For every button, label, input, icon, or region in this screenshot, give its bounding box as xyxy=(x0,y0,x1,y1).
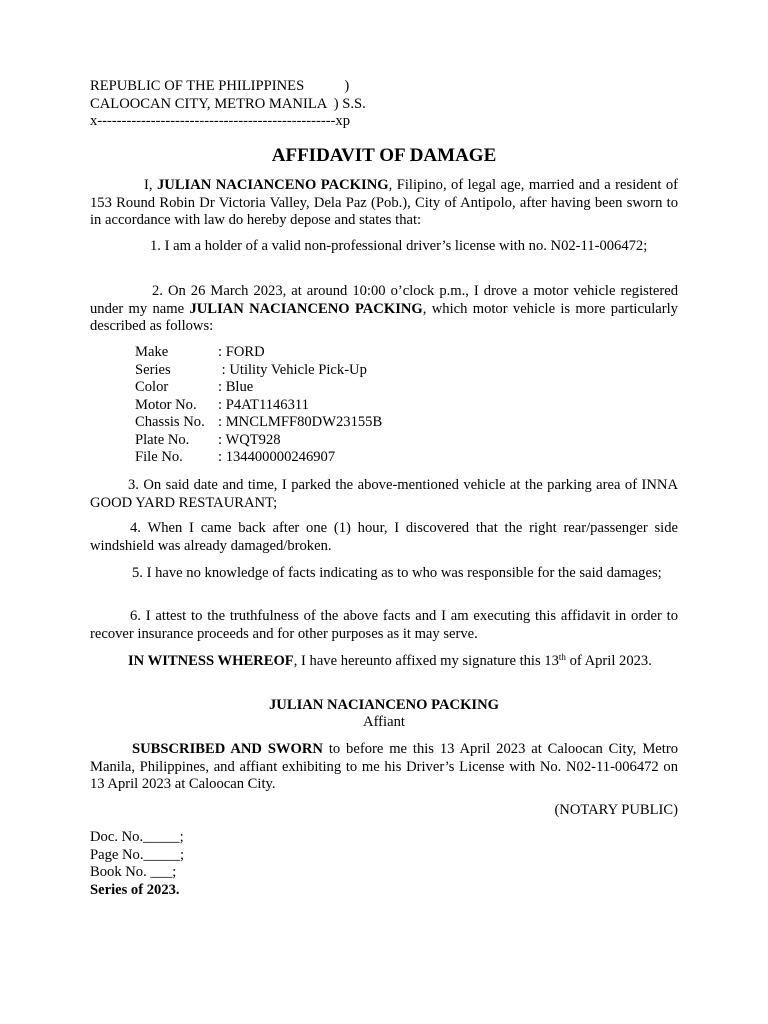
witness-ordinal: th xyxy=(558,652,566,662)
notarial-register xyxy=(90,829,678,899)
paragraph-4: 4. When I came back after one (1) hour, I discovered that the right rear/passenger side windshield was already damaged/broken. xyxy=(90,520,678,554)
notary-public-label: (NOTARY PUBLIC) xyxy=(554,802,678,818)
book-number-line: Book No. ___; xyxy=(90,864,177,880)
caption-line-3: x-------------------------------------------------xp xyxy=(90,113,351,129)
intro-rest: , Filipino, of legal age, married and a resident of 153 Round Robin Dr Victoria Valley, Dela Paz (Pob.), City of Antipolo, after having been sworn to in accordance with law do hereby depose and states that: xyxy=(90,177,678,228)
vehicle-row-chassis: Chassis No. : MNCLMFF80DW23155B xyxy=(135,414,383,430)
vehicle-row-motor: Motor No. : P4AT1146311 xyxy=(135,396,309,413)
series-line: Series of 2023. xyxy=(90,881,180,898)
paragraph-1: 1. I am a holder of a valid non-professional driver’s license with no. N02-11-006472; xyxy=(150,238,648,254)
affiant-name-intro: JULIAN NACIANCENO PACKING xyxy=(156,177,389,193)
witness-text: , I have hereunto affixed my signature this 13 xyxy=(293,653,559,669)
caption-line-1: REPUBLIC OF THE PHILIPPINES ) xyxy=(90,78,350,94)
document-title: AFFIDAVIT OF DAMAGE xyxy=(271,145,497,166)
affiant-signature-name: JULIAN NACIANCENO PACKING xyxy=(269,697,499,713)
paragraph-6: 6. I attest to the truthfulness of the above facts and I am executing this affidavit in order to recover insurance proceeds and for other purposes as it may serve. xyxy=(90,608,678,642)
venue-caption xyxy=(90,78,490,131)
jurat-heading: SUBSCRIBED AND SWORN xyxy=(132,741,323,757)
jurat-paragraph xyxy=(90,741,678,794)
vehicle-details xyxy=(135,344,382,467)
intro-lead: I, xyxy=(144,177,157,193)
doc-number-line: Doc. No._____; xyxy=(90,829,184,845)
affiant-label: Affiant xyxy=(363,714,405,730)
vehicle-row-make: Make : FORD xyxy=(135,344,265,360)
caption-line-2: CALOOCAN CITY, METRO MANILA ) S.S. xyxy=(90,95,366,112)
vehicle-row-color: Color : Blue xyxy=(135,379,254,395)
page-number-line: Page No._____; xyxy=(90,846,185,863)
para2-rest: , which motor vehicle is more particularly described as follows: xyxy=(90,300,678,334)
intro-paragraph xyxy=(90,177,678,230)
para2-lead: 2. On 26 March 2023, at around 10:00 o’clock p.m., I drove a motor vehicle registered under my name xyxy=(90,283,678,317)
affiant-name-para2: JULIAN NACIANCENO PACKING xyxy=(189,300,423,317)
vehicle-row-file: File No. : 134400000246907 xyxy=(135,449,336,465)
witness-end: of April 2023. xyxy=(565,653,652,669)
jurat-text: to before me this 13 April 2023 at Caloocan City, Metro Manila, Philippines, and affiant exhibiting to me his Driver’s License with No. N02-11-006472 on 13 April 2023 at Caloocan City. xyxy=(90,741,678,792)
vehicle-row-series: Series : Utility Vehicle Pick-Up xyxy=(135,361,367,378)
paragraph-3: 3. On said date and time, I parked the above-mentioned vehicle at the parking area of INNA GOOD YARD RESTAURANT; xyxy=(90,477,678,511)
paragraph-5: 5. I have no knowledge of facts indicating as to who was responsible for the said damages; xyxy=(132,565,662,581)
paragraph-2 xyxy=(90,283,678,336)
vehicle-row-plate: Plate No. : WQT928 xyxy=(135,431,281,448)
witness-heading: IN WITNESS WHEREOF xyxy=(128,653,294,669)
witness-paragraph xyxy=(90,653,678,671)
